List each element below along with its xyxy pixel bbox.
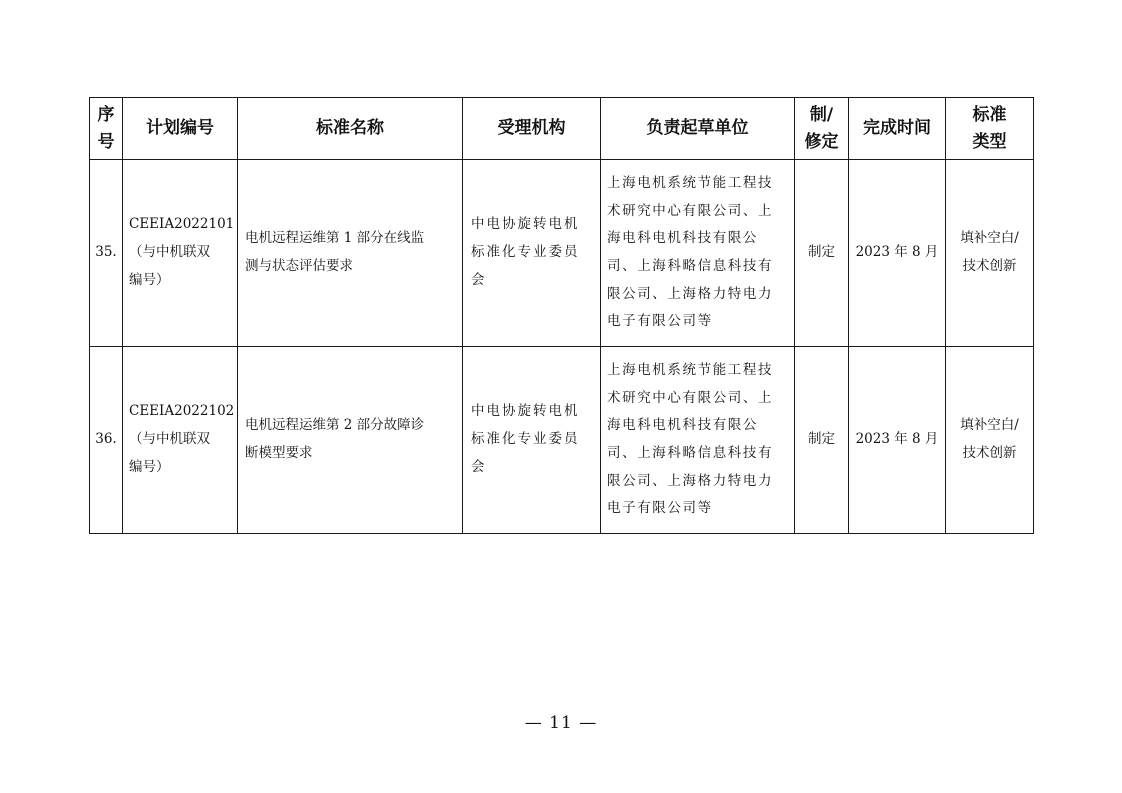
header-drafter: 负责起草单位: [601, 98, 795, 160]
cell-plan-no: CEEIA2022101 （与中机联双 编号）: [123, 160, 238, 347]
cell-seq: 36.: [90, 347, 123, 534]
cell-org: 中电协旋转电机 标准化专业委员 会: [463, 160, 601, 347]
header-plan-no: 计划编号: [123, 98, 238, 160]
header-std-type: 标准 类型: [946, 98, 1034, 160]
header-completion: 完成时间: [849, 98, 946, 160]
cell-std-type: 填补空白/ 技术创新: [946, 347, 1034, 534]
cell-completion: 2023 年 8 月: [849, 160, 946, 347]
cell-revise: 制定: [795, 347, 849, 534]
cell-completion: 2023 年 8 月: [849, 347, 946, 534]
table-header-row: [90, 98, 1034, 160]
cell-plan-no: CEEIA2022102 （与中机联双 编号）: [123, 347, 238, 534]
page-number: — 11 —: [524, 713, 598, 733]
header-org: 受理机构: [463, 98, 601, 160]
header-std-name: 标准名称: [238, 98, 463, 160]
header-seq: 序 号: [90, 98, 123, 160]
table-row: [90, 160, 1034, 347]
table-row: [90, 347, 1034, 534]
cell-drafter: 上海电机系统节能工程技 术研究中心有限公司、上 海电科电机科技有限公 司、上海科略信息科技有 限公司、上海格力特电力 电子有限公司等: [601, 347, 795, 534]
cell-seq: 35.: [90, 160, 123, 347]
cell-std-type: 填补空白/ 技术创新: [946, 160, 1034, 347]
standards-plan-table: [89, 97, 1034, 534]
cell-std-name: 电机远程运维第 2 部分故障诊 断模型要求: [238, 347, 463, 534]
cell-std-name: 电机远程运维第 1 部分在线监 测与状态评估要求: [238, 160, 463, 347]
cell-drafter: 上海电机系统节能工程技 术研究中心有限公司、上 海电科电机科技有限公 司、上海科略信息科技有 限公司、上海格力特电力 电子有限公司等: [601, 160, 795, 347]
header-revise: 制/ 修定: [795, 98, 849, 160]
cell-revise: 制定: [795, 160, 849, 347]
cell-org: 中电协旋转电机 标准化专业委员 会: [463, 347, 601, 534]
